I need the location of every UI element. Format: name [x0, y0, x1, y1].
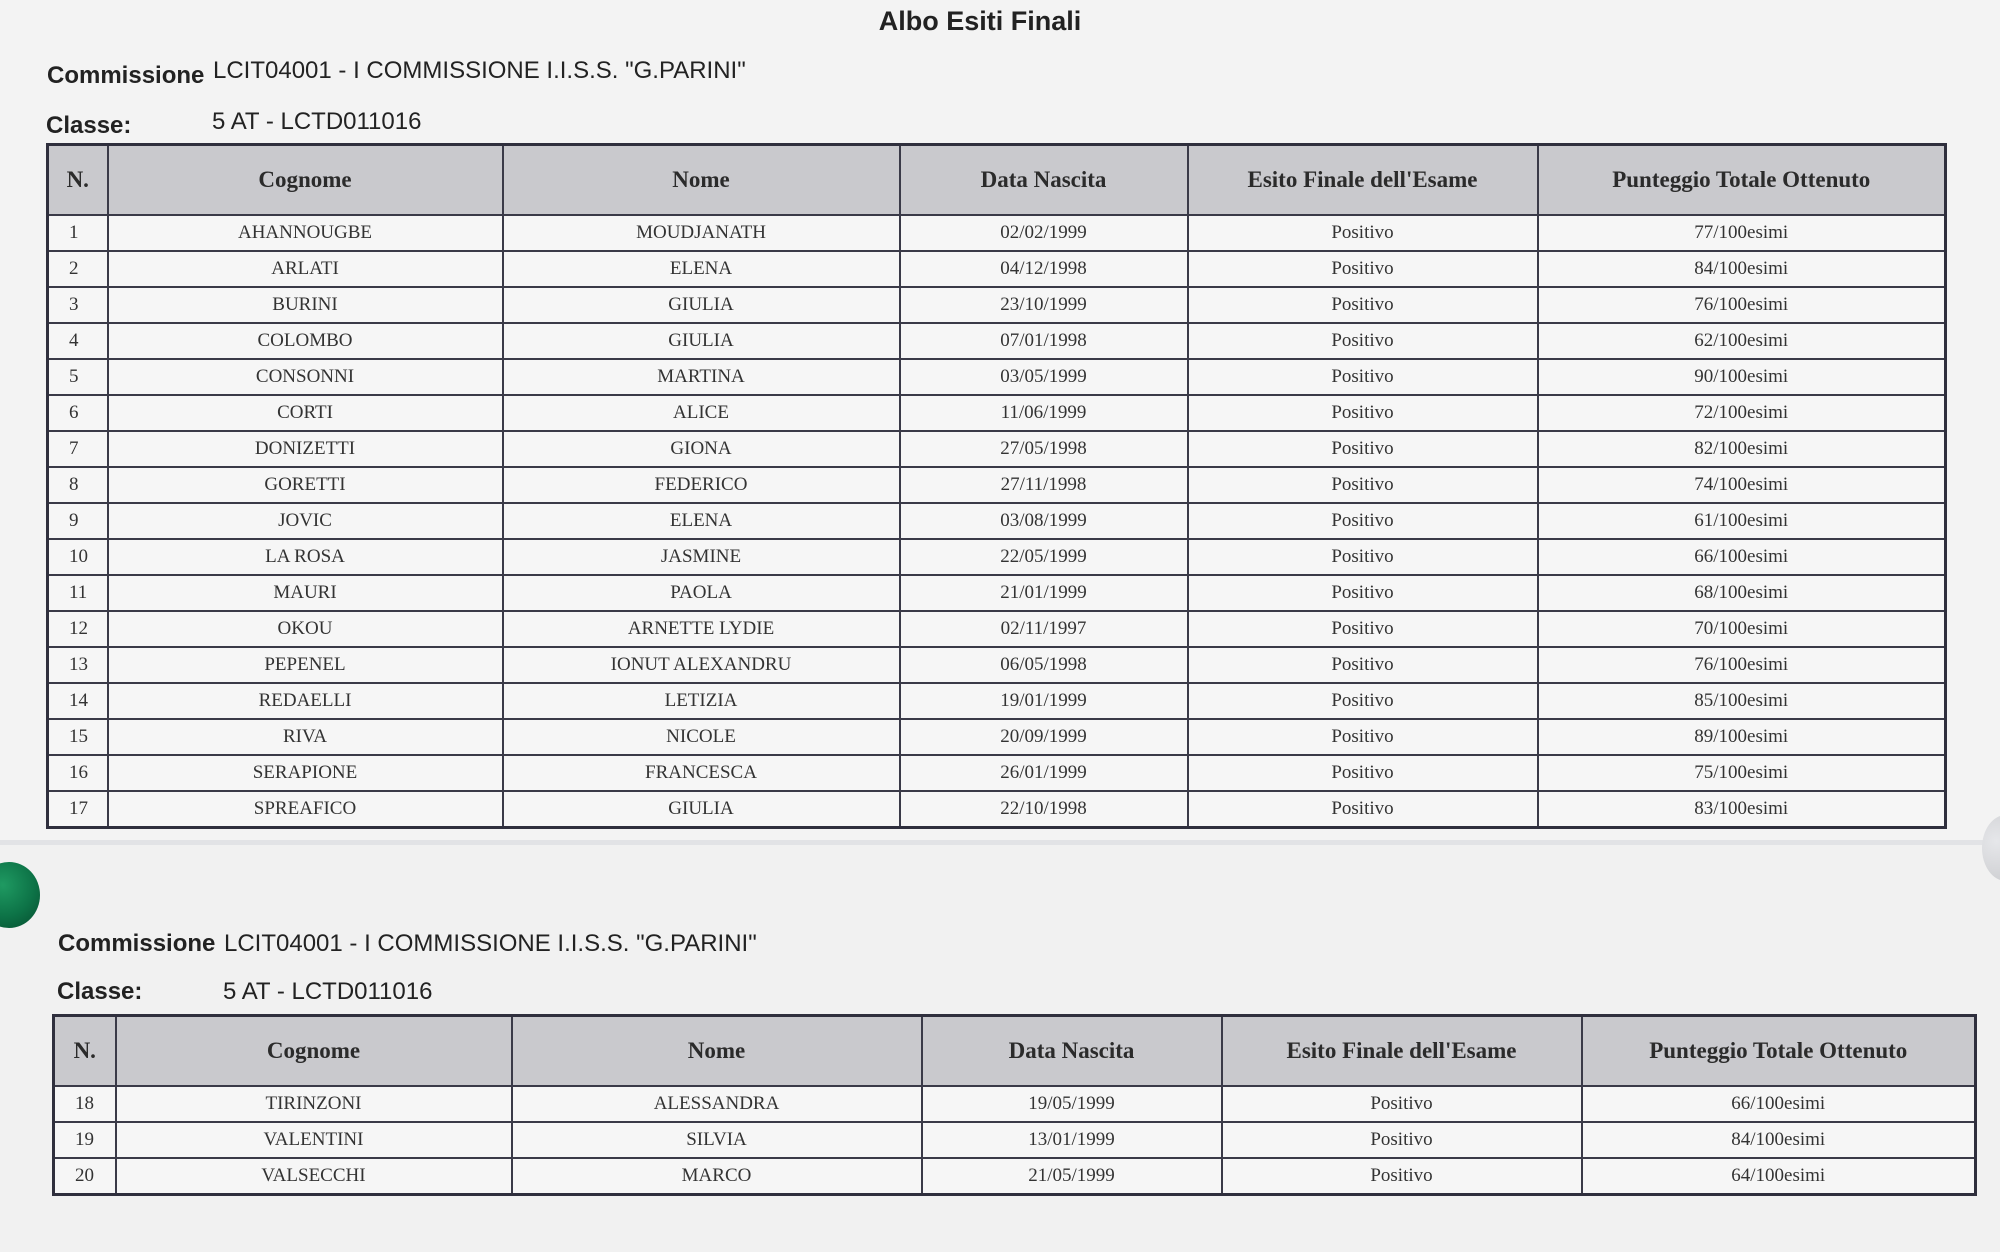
cell-cognome: MAURI: [108, 575, 503, 611]
cell-n: 19: [54, 1122, 116, 1158]
cell-nome: IONUT ALEXANDRU: [503, 647, 900, 683]
cell-n: 7: [48, 431, 108, 467]
commissione-label: Commissione: [47, 62, 205, 89]
cell-esito: Positivo: [1188, 215, 1538, 251]
cell-n: 4: [48, 323, 108, 359]
col-header-cognome: Cognome: [116, 1016, 512, 1087]
cell-esito: Positivo: [1222, 1122, 1582, 1158]
cell-nome: MARTINA: [503, 359, 900, 395]
cell-n: 20: [54, 1158, 116, 1195]
cell-data-nascita: 19/05/1999: [922, 1086, 1222, 1122]
cell-esito: Positivo: [1188, 755, 1538, 791]
table-row: [48, 611, 1946, 647]
table-row: [48, 647, 1946, 683]
cell-cognome: OKOU: [108, 611, 503, 647]
cell-esito: Positivo: [1188, 539, 1538, 575]
cell-cognome: DONIZETTI: [108, 431, 503, 467]
cell-cognome: CONSONNI: [108, 359, 503, 395]
cell-esito: Positivo: [1188, 467, 1538, 503]
cell-n: 14: [48, 683, 108, 719]
table-row: [54, 1122, 1976, 1158]
cell-nome: SILVIA: [512, 1122, 922, 1158]
commissione-label: Commissione: [58, 930, 216, 957]
col-header-punteggio: Punteggio Totale Ottenuto: [1582, 1016, 1976, 1087]
cell-n: 12: [48, 611, 108, 647]
cell-punteggio: 84/100esimi: [1538, 251, 1946, 287]
cell-n: 3: [48, 287, 108, 323]
cell-punteggio: 66/100esimi: [1582, 1086, 1976, 1122]
cell-n: 13: [48, 647, 108, 683]
col-header-data-nascita: Data Nascita: [900, 145, 1188, 216]
cell-punteggio: 89/100esimi: [1538, 719, 1946, 755]
table-row: [48, 251, 1946, 287]
table-row: [48, 719, 1946, 755]
cell-punteggio: 85/100esimi: [1538, 683, 1946, 719]
cell-cognome: LA ROSA: [108, 539, 503, 575]
cell-cognome: REDAELLI: [108, 683, 503, 719]
cell-nome: GIONA: [503, 431, 900, 467]
cell-cognome: GORETTI: [108, 467, 503, 503]
cell-nome: FRANCESCA: [503, 755, 900, 791]
table-row: [48, 755, 1946, 791]
cell-esito: Positivo: [1188, 719, 1538, 755]
cell-punteggio: 75/100esimi: [1538, 755, 1946, 791]
cell-data-nascita: 02/11/1997: [900, 611, 1188, 647]
cell-esito: Positivo: [1188, 503, 1538, 539]
cell-cognome: BURINI: [108, 287, 503, 323]
cell-nome: MOUDJANATH: [503, 215, 900, 251]
cell-data-nascita: 27/11/1998: [900, 467, 1188, 503]
table-header-row: [48, 145, 1946, 216]
table-row: [48, 539, 1946, 575]
cell-data-nascita: 03/08/1999: [900, 503, 1188, 539]
cell-esito: Positivo: [1188, 683, 1538, 719]
cell-data-nascita: 06/05/1998: [900, 647, 1188, 683]
cell-nome: ALICE: [503, 395, 900, 431]
cell-data-nascita: 03/05/1999: [900, 359, 1188, 395]
classe-value: 5 AT - LCTD011016: [212, 108, 422, 135]
cell-n: 11: [48, 575, 108, 611]
cell-n: 8: [48, 467, 108, 503]
cell-cognome: RIVA: [108, 719, 503, 755]
cell-cognome: SPREAFICO: [108, 791, 503, 828]
cell-esito: Positivo: [1188, 395, 1538, 431]
table-row: [48, 791, 1946, 828]
cell-nome: GIULIA: [503, 287, 900, 323]
cell-data-nascita: 22/05/1999: [900, 539, 1188, 575]
cell-nome: ELENA: [503, 503, 900, 539]
page-title: Albo Esiti Finali: [878, 6, 1082, 36]
cell-data-nascita: 02/02/1999: [900, 215, 1188, 251]
cell-punteggio: 76/100esimi: [1538, 287, 1946, 323]
cell-data-nascita: 19/01/1999: [900, 683, 1188, 719]
cell-esito: Positivo: [1188, 287, 1538, 323]
table-row: [48, 323, 1946, 359]
cell-punteggio: 64/100esimi: [1582, 1158, 1976, 1195]
cell-punteggio: 70/100esimi: [1538, 611, 1946, 647]
cell-data-nascita: 07/01/1998: [900, 323, 1188, 359]
table-header-row: [54, 1016, 1976, 1087]
cell-esito: Positivo: [1188, 359, 1538, 395]
cell-esito: Positivo: [1222, 1086, 1582, 1122]
table-row: [48, 575, 1946, 611]
cell-esito: Positivo: [1222, 1158, 1582, 1195]
cell-data-nascita: 13/01/1999: [922, 1122, 1222, 1158]
results-table-2: [52, 1014, 1977, 1196]
cell-n: 10: [48, 539, 108, 575]
table-row: [48, 287, 1946, 323]
table-row: [48, 503, 1946, 539]
commissione-value: LCIT04001 - I COMMISSIONE I.I.S.S. "G.PARINI": [213, 57, 746, 84]
cell-n: 16: [48, 755, 108, 791]
cell-nome: NICOLE: [503, 719, 900, 755]
cell-cognome: VALENTINI: [116, 1122, 512, 1158]
cell-punteggio: 77/100esimi: [1538, 215, 1946, 251]
cell-cognome: AHANNOUGBE: [108, 215, 503, 251]
table-row: [48, 395, 1946, 431]
cell-cognome: CORTI: [108, 395, 503, 431]
col-header-n: N.: [54, 1016, 116, 1087]
cell-cognome: VALSECCHI: [116, 1158, 512, 1195]
cell-esito: Positivo: [1188, 431, 1538, 467]
cell-esito: Positivo: [1188, 575, 1538, 611]
cell-esito: Positivo: [1188, 323, 1538, 359]
col-header-cognome: Cognome: [108, 145, 503, 216]
results-table-1: [46, 143, 1947, 829]
col-header-esito: Esito Finale dell'Esame: [1222, 1016, 1582, 1087]
cell-cognome: JOVIC: [108, 503, 503, 539]
commissione-line-2: [58, 930, 757, 958]
table-row: [54, 1086, 1976, 1122]
commissione-line-1: [47, 57, 746, 90]
col-header-nome: Nome: [512, 1016, 922, 1087]
cell-esito: Positivo: [1188, 251, 1538, 287]
cell-punteggio: 76/100esimi: [1538, 647, 1946, 683]
cell-data-nascita: 27/05/1998: [900, 431, 1188, 467]
cell-punteggio: 84/100esimi: [1582, 1122, 1976, 1158]
cell-cognome: TIRINZONI: [116, 1086, 512, 1122]
cell-data-nascita: 21/01/1999: [900, 575, 1188, 611]
cell-n: 1: [48, 215, 108, 251]
cell-punteggio: 68/100esimi: [1538, 575, 1946, 611]
table-row: [48, 683, 1946, 719]
cell-data-nascita: 22/10/1998: [900, 791, 1188, 828]
cell-esito: Positivo: [1188, 647, 1538, 683]
cell-n: 15: [48, 719, 108, 755]
cell-data-nascita: 23/10/1999: [900, 287, 1188, 323]
cell-cognome: PEPENEL: [108, 647, 503, 683]
cell-n: 18: [54, 1086, 116, 1122]
cell-nome: FEDERICO: [503, 467, 900, 503]
cell-nome: ARNETTE LYDIE: [503, 611, 900, 647]
cell-punteggio: 82/100esimi: [1538, 431, 1946, 467]
cell-punteggio: 66/100esimi: [1538, 539, 1946, 575]
cell-data-nascita: 21/05/1999: [922, 1158, 1222, 1195]
col-header-punteggio: Punteggio Totale Ottenuto: [1538, 145, 1946, 216]
cell-nome: ALESSANDRA: [512, 1086, 922, 1122]
classe-line-1: [46, 108, 422, 140]
cell-esito: Positivo: [1188, 791, 1538, 828]
cell-data-nascita: 20/09/1999: [900, 719, 1188, 755]
cell-n: 5: [48, 359, 108, 395]
cell-nome: GIULIA: [503, 791, 900, 828]
cell-cognome: ARLATI: [108, 251, 503, 287]
table-row: [48, 215, 1946, 251]
cell-punteggio: 61/100esimi: [1538, 503, 1946, 539]
cell-esito: Positivo: [1188, 611, 1538, 647]
cell-punteggio: 83/100esimi: [1538, 791, 1946, 828]
cell-n: 17: [48, 791, 108, 828]
classe-label: Classe:: [46, 112, 132, 139]
col-header-esito: Esito Finale dell'Esame: [1188, 145, 1538, 216]
cell-n: 9: [48, 503, 108, 539]
classe-label: Classe:: [57, 978, 143, 1005]
table-row: [48, 431, 1946, 467]
cell-nome: GIULIA: [503, 323, 900, 359]
cell-cognome: COLOMBO: [108, 323, 503, 359]
table-row: [48, 467, 1946, 503]
cell-data-nascita: 04/12/1998: [900, 251, 1188, 287]
cell-nome: LETIZIA: [503, 683, 900, 719]
cell-punteggio: 90/100esimi: [1538, 359, 1946, 395]
cell-punteggio: 62/100esimi: [1538, 323, 1946, 359]
classe-line-2: [57, 978, 433, 1006]
table-row: [54, 1158, 1976, 1195]
cell-n: 2: [48, 251, 108, 287]
cell-nome: ELENA: [503, 251, 900, 287]
cell-n: 6: [48, 395, 108, 431]
classe-value: 5 AT - LCTD011016: [223, 978, 433, 1005]
cell-punteggio: 74/100esimi: [1538, 467, 1946, 503]
col-header-nome: Nome: [503, 145, 900, 216]
commissione-value: LCIT04001 - I COMMISSIONE I.I.S.S. "G.PARINI": [224, 930, 757, 957]
cell-nome: JASMINE: [503, 539, 900, 575]
cell-nome: PAOLA: [503, 575, 900, 611]
col-header-data-nascita: Data Nascita: [922, 1016, 1222, 1087]
col-header-n: N.: [48, 145, 108, 216]
table-row: [48, 359, 1946, 395]
cell-data-nascita: 11/06/1999: [900, 395, 1188, 431]
cell-punteggio: 72/100esimi: [1538, 395, 1946, 431]
cell-data-nascita: 26/01/1999: [900, 755, 1188, 791]
cell-cognome: SERAPIONE: [108, 755, 503, 791]
cell-nome: MARCO: [512, 1158, 922, 1195]
